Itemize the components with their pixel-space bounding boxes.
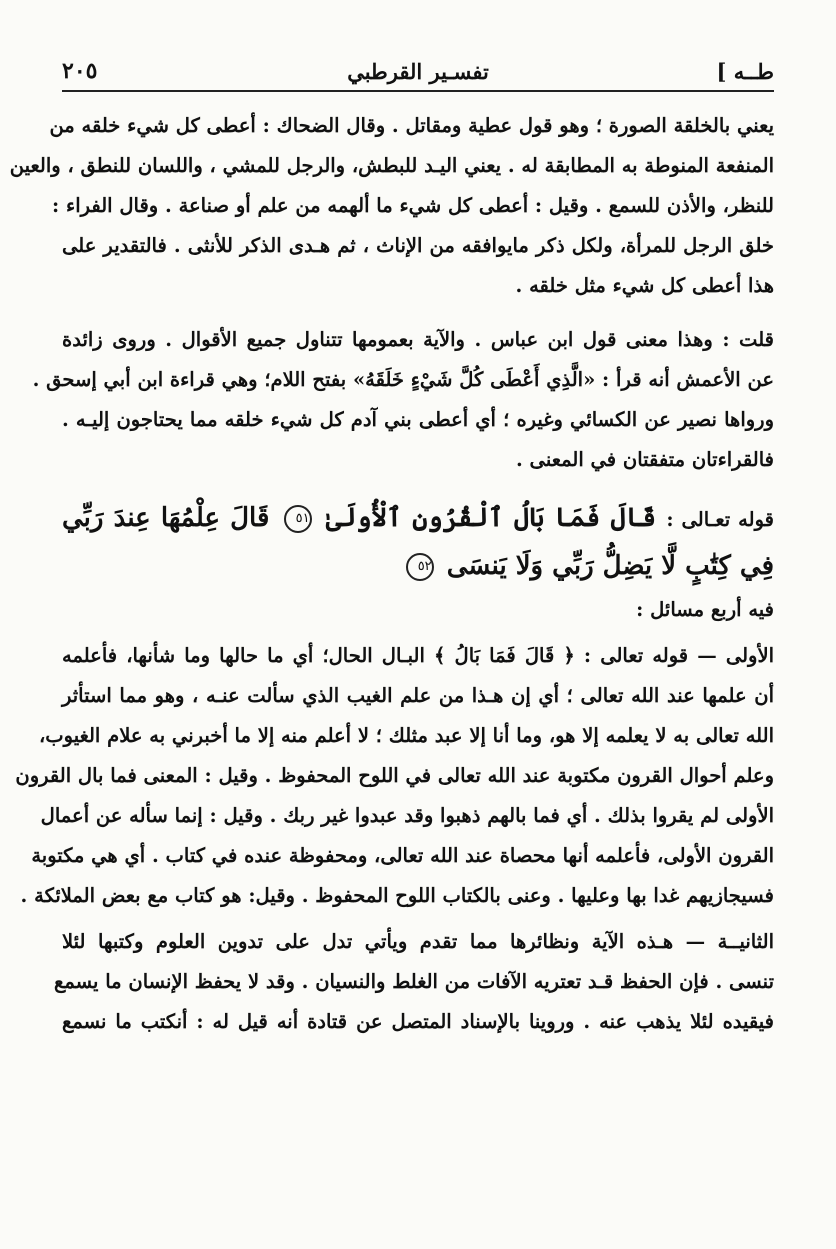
text-line: ورواها نصير عن الكسائي وغيره ؛ أي أعطى بني آدم كل شيء خلقه مما يحتاجون إليـه . xyxy=(62,408,774,431)
text-line: عن الأعمش أنه قرأ : «الَّذِي أَعْطَى كُلَّ شَيْءٍ خَلَقَهُ» بفتح اللام؛ وهي قراءة ابن أبي إسحق . xyxy=(32,368,774,391)
paragraph-1 xyxy=(9,106,774,306)
text-line: القرون الأولى، فأعلمه أنها محصاة عند الله تعالى، ومحفوظة عنده في كتاب . أي هي مكتوبة xyxy=(31,844,774,867)
text-line: فسيجازيهم غدا بها وعليها . وعنى بالكتاب اللوح المحفوظ . وقيل: هو كتاب مع بعض الملائكة . xyxy=(20,884,774,907)
quran-verse xyxy=(62,494,774,590)
page-number: ٢٠٥ xyxy=(62,58,98,84)
book-title: تفسـير القرطبي xyxy=(347,59,489,84)
sura-name: طــه ] xyxy=(716,59,774,84)
text-line: الله تعالى به لا يعلمه إلا هو، وما أنا إلا عبد مثلك ؛ لا أعلم منه إلا ما أخبرني به علام الغيوب، xyxy=(38,724,774,747)
verse-intro: قوله تعـالى : xyxy=(666,508,774,531)
verse-text: قَالَ فَمَا بَالُ ٱلْقُرُونِ ٱلْأُولَىٰ xyxy=(325,503,657,533)
text-line: للنظر، والأذن للسمع . وقيل : أعطى كل شيء ما ألهمه من علم أو صناعة . وقال الفراء : xyxy=(52,194,774,217)
paragraph-4 xyxy=(53,922,774,1042)
text-line: قلت : وهذا معنى قول ابن عباس . والآية بعمومها تتناول جميع الأقوال . وروى زائدة xyxy=(62,328,774,351)
verse-line xyxy=(62,542,774,590)
text-line: هذا أعطى كل شيء مثل خلقه . xyxy=(515,274,774,297)
text-line: يعني بالخلقة الصورة ؛ وهو قول عطية ومقاتل . وقال الضحاك : أعطى كل شيء خلقه من xyxy=(49,114,774,137)
page-header xyxy=(62,40,774,84)
text-line: فيقيده لئلا يذهب عنه . وروينا بالإسناد المتصل عن قتادة أنه قيل له : أنكتب ما نسمع xyxy=(62,1010,774,1033)
text-line: الثانيــة — هـذه الآية ونظائرها مما تقدم ويأتي تدل على تدوين العلوم وكتبها لئلا xyxy=(62,930,774,953)
verse-line xyxy=(62,494,774,542)
text-line: أن علمها عند الله تعالى ؛ أي إن هـذا من علم الغيب الذي سألت عنـه ، وهو مما استأثر xyxy=(62,684,774,707)
paragraph-3 xyxy=(15,636,774,916)
text-line: وعلم أحوال القرون مكتوبة عند الله تعالى في اللوح المحفوظ . وقيل : المعنى فما بال القرون xyxy=(15,764,774,787)
paragraph-2 xyxy=(32,320,774,480)
ayah-number: ٥١ xyxy=(284,505,312,533)
text-line: فالقراءتان متفقتان في المعنى . xyxy=(515,448,774,471)
header-rule xyxy=(62,90,774,92)
text-line: الأولى — قوله تعالى : ﴿ قَالَ فَمَا بَالُ ﴾ البـال الحال؛ أي ما حالها وما شأنها، فأعلمه xyxy=(62,644,774,667)
verse-text: فِي كِتَٰبٍ لَّا يَضِلُّ رَبِّي وَلَا يَنسَى xyxy=(446,551,774,581)
text-line: تنسى . فإن الحفظ قـد تعتريه الآفات من الغلط والنسيان . وقد لا يحفظ الإنسان ما يسمع xyxy=(53,970,774,993)
text-line: المنفعة المنوطة به المطابقة له . يعني اليـد للبطش، والرجل للمشي ، واللسان للنطق ، والعين xyxy=(9,154,774,177)
issues-intro: فيه أربع مسائل : xyxy=(636,598,774,621)
ayah-number: ٥٢ xyxy=(406,553,434,581)
text-line: خلق الرجل للمرأة، ولكل ذكر مايوافقه من الإناث ، ثم هـدى الذكر للأنثى . فالتقدير على xyxy=(62,234,774,257)
text-line: الأولى لم يقروا بذلك . أي فما بالهم ذهبوا وقد عبدوا غير ربك . وقيل : إنما سأله عن أعمال xyxy=(40,804,774,827)
verse-text: قَالَ عِلْمُهَا عِندَ رَبِّي xyxy=(62,503,270,533)
